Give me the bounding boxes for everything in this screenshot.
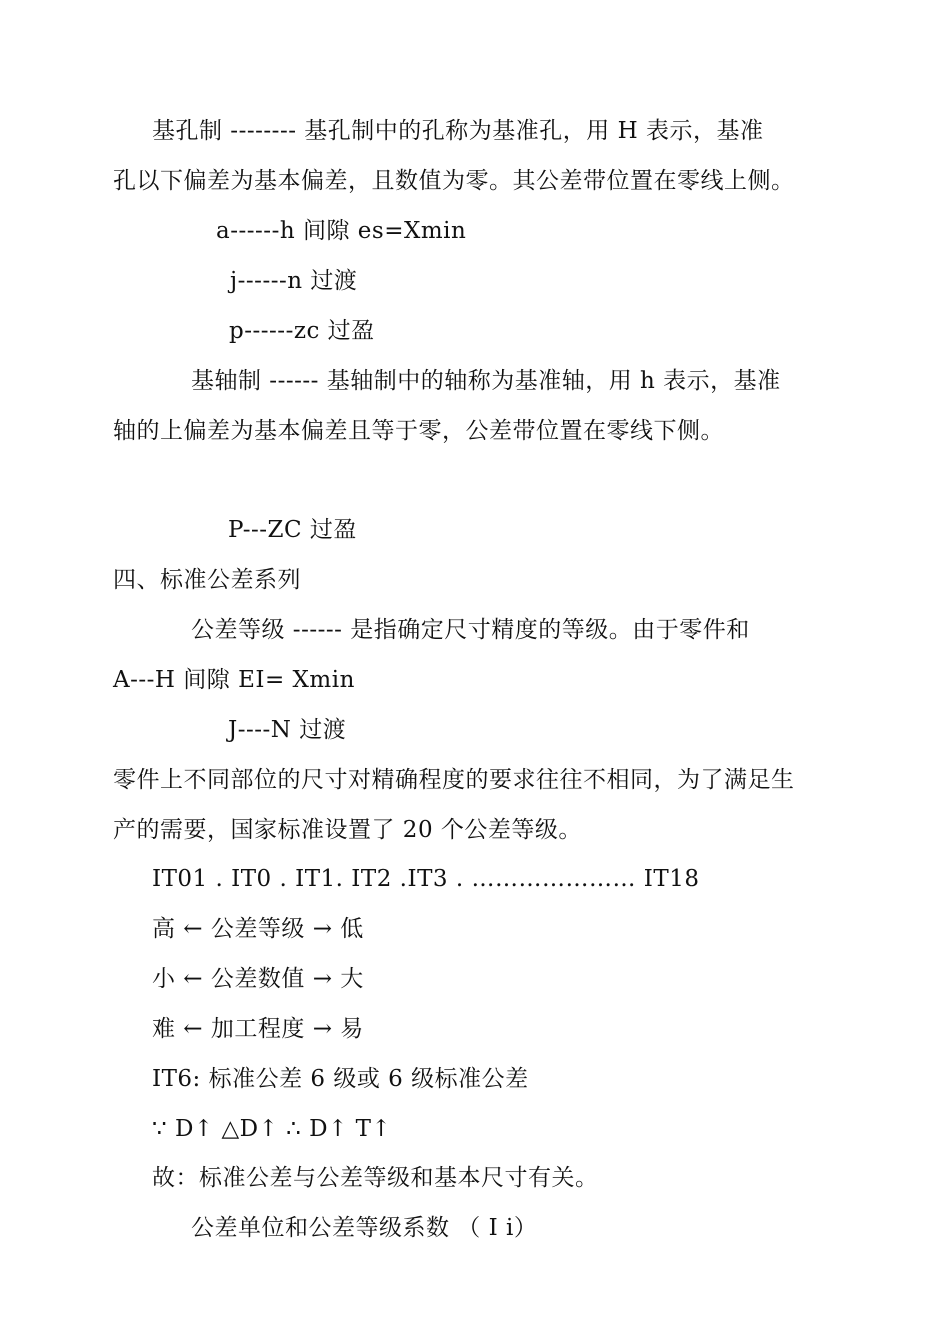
text-line-14: 产的需要，国家标准设置了 20 个公差等级。 xyxy=(113,817,582,843)
text-line-7: 轴的上偏差为基本偏差且等于零，公差带位置在零线下侧。 xyxy=(113,418,724,444)
text-line-12: J----N 过渡 xyxy=(228,717,347,743)
text-line-17: 小 ← 公差数值 → 大 xyxy=(152,966,364,992)
text-line-11: A---H 间隙 EI= Xmin xyxy=(113,667,355,693)
text-line-19: IT6: 标准公差 6 级或 6 级标准公差 xyxy=(152,1066,529,1092)
text-line-5: p------zc 过盈 xyxy=(229,318,375,344)
text-line-21: 故：标准公差与公差等级和基本尺寸有关。 xyxy=(152,1165,599,1191)
text-line-8: P---ZC 过盈 xyxy=(228,517,357,543)
text-line-10: 公差等级 ------ 是指确定尺寸精度的等级。由于零件和 xyxy=(191,617,750,643)
text-line-13: 零件上不同部位的尺寸对精确程度的要求往往不相同，为了满足生 xyxy=(113,767,795,793)
text-line-15: IT01 . IT0 . IT1. IT2 .IT3 . ………………… IT18 xyxy=(152,866,700,892)
text-line-20: ∵ D↑ △D↑ ∴ D↑ T↑ xyxy=(152,1116,392,1142)
text-line-16: 高 ← 公差等级 → 低 xyxy=(152,916,364,942)
text-line-18: 难 ← 加工程度 → 易 xyxy=(152,1016,364,1042)
text-line-6: 基轴制 ------ 基轴制中的轴称为基准轴，用 h 表示，基准 xyxy=(191,368,781,394)
text-line-22: 公差单位和公差等级系数 （ I i） xyxy=(191,1215,538,1241)
text-line-4: j------n 过渡 xyxy=(230,268,358,294)
section-heading: 四、标准公差系列 xyxy=(113,567,301,593)
text-line-1: 基孔制 -------- 基孔制中的孔称为基准孔，用 H 表示，基准 xyxy=(152,118,764,144)
text-line-2: 孔以下偏差为基本偏差，且数值为零。其公差带位置在零线上侧。 xyxy=(113,168,795,194)
text-line-3: a------h 间隙 es=Xmin xyxy=(216,218,467,244)
